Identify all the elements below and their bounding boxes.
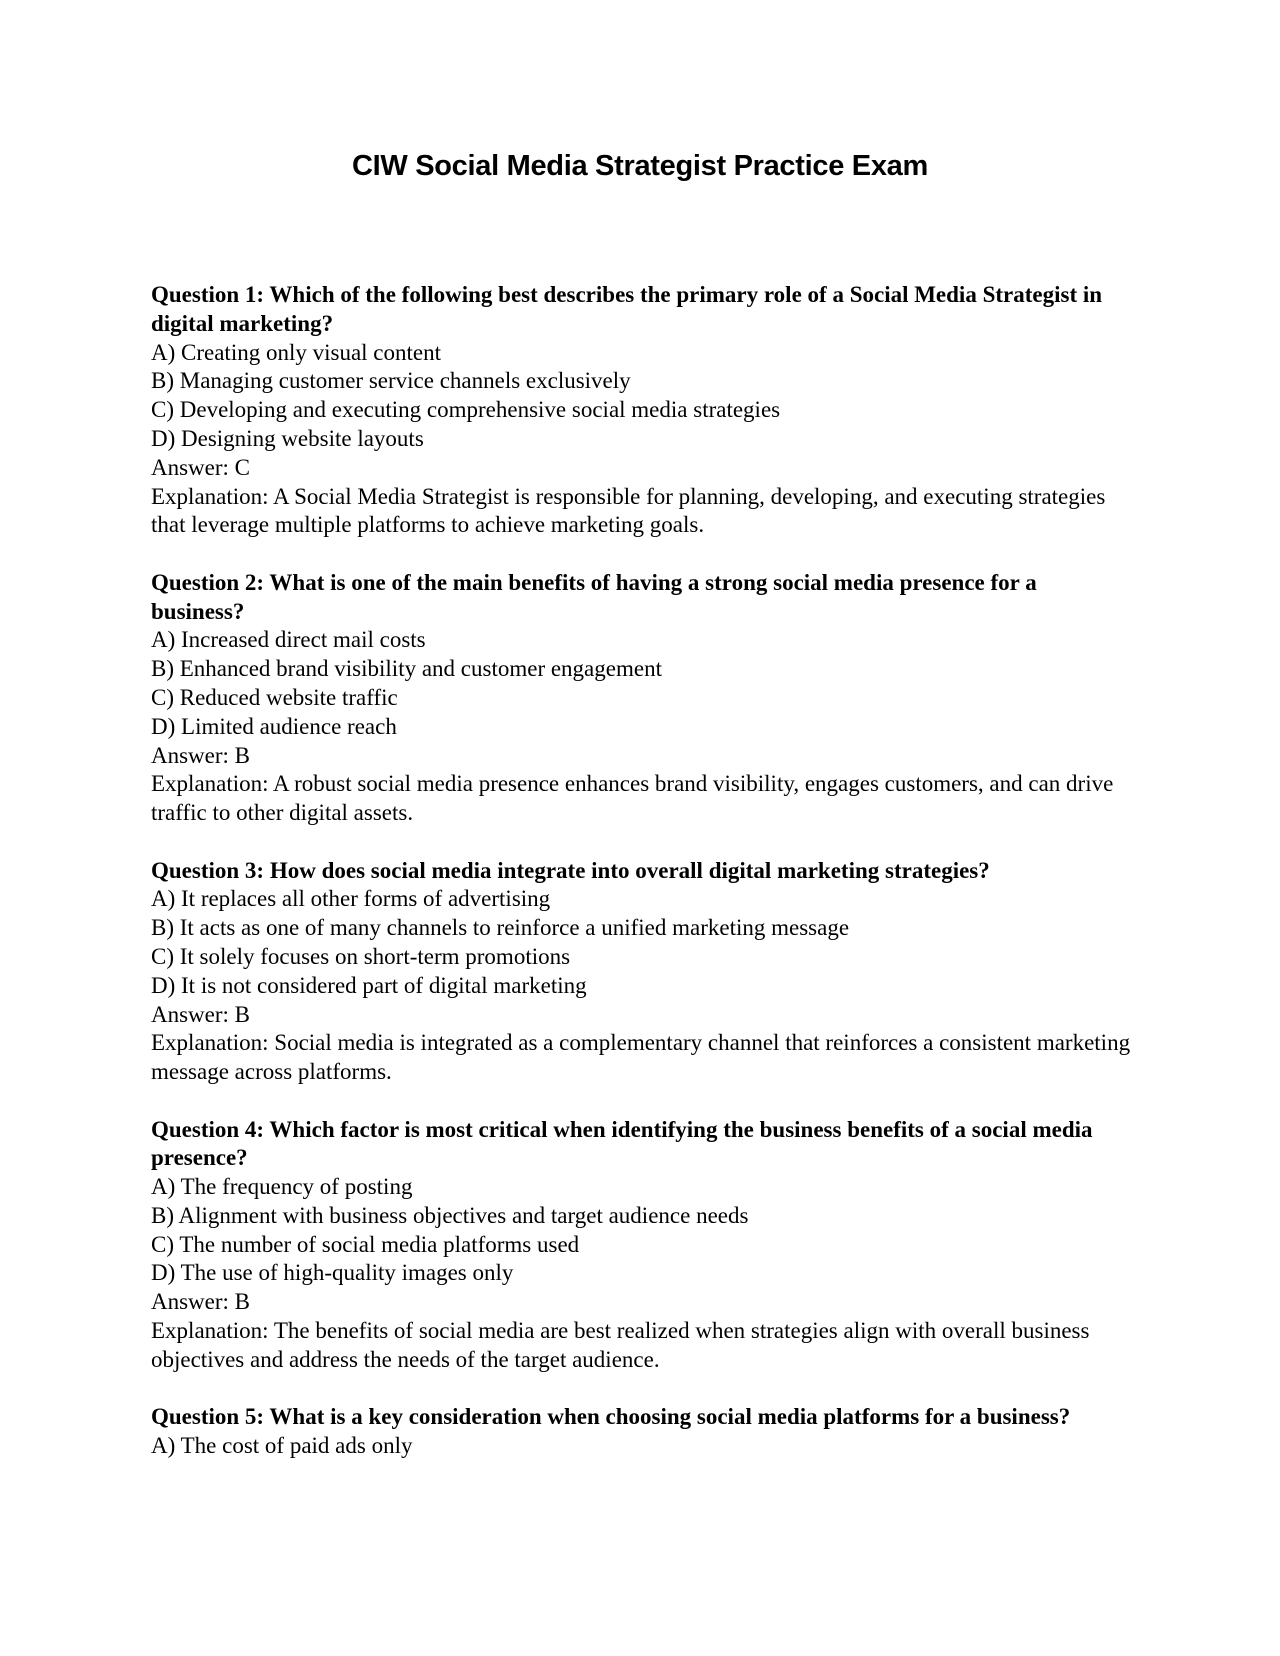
answer-option: D) Designing website layouts <box>151 425 424 451</box>
answer-option: D) The use of high-quality images only <box>151 1260 514 1286</box>
question-text: Question 2: What is one of the main benefits of having a strong social media presence for a business? <box>151 569 1037 624</box>
answer-option: C) Developing and executing comprehensive social media strategies <box>151 397 781 423</box>
answer-option: A) The cost of paid ads only <box>151 1433 413 1459</box>
answer-option: D) It is not considered part of digital marketing <box>151 972 587 998</box>
question-text: Question 4: Which factor is most critical when identifying the business benefits of a social media presence? <box>151 1116 1093 1171</box>
answer-option: A) It replaces all other forms of advertising <box>151 886 551 912</box>
question-text: Question 3: How does social media integrate into overall digital marketing strategies? <box>151 857 990 883</box>
answer-option: B) Alignment with business objectives and target audience needs <box>151 1202 749 1228</box>
answer-option: B) Managing customer service channels exclusively <box>151 368 631 394</box>
answer-option: B) Enhanced brand visibility and customer engagement <box>151 656 662 682</box>
explanation: Explanation: Social media is integrated as a complementary channel that reinforces a consistent marketing message across platforms. <box>151 1030 1131 1085</box>
answer-option: C) Reduced website traffic <box>151 684 398 710</box>
question-text: Question 5: What is a key consideration when choosing social media platforms for a business? <box>151 1404 1071 1430</box>
explanation: Explanation: The benefits of social media are best realized when strategies align with overall business objectives and address the needs of the target audience. <box>151 1318 1090 1372</box>
answer-option: D) Limited audience reach <box>151 713 397 739</box>
correct-answer: Answer: B <box>151 1001 251 1027</box>
page-title: CIW Social Media Strategist Practice Exam <box>352 150 928 182</box>
answer-option: A) Increased direct mail costs <box>151 627 426 653</box>
questions-list <box>151 281 1131 1489</box>
answer-option: C) The number of social media platforms used <box>151 1231 580 1257</box>
question-block-4 <box>151 1116 1131 1375</box>
correct-answer: Answer: B <box>151 742 251 768</box>
answer-option: A) The frequency of posting <box>151 1174 413 1200</box>
answer-option: A) Creating only visual content <box>151 339 441 365</box>
correct-answer: Answer: B <box>151 1289 251 1315</box>
question-block-5 <box>151 1403 1131 1461</box>
explanation: Explanation: A Social Media Strategist is responsible for planning, developing, and executing strategies that leverage multiple platforms to achieve marketing goals. <box>151 483 1106 538</box>
explanation: Explanation: A robust social media presence enhances brand visibility, engages customers, and can drive traffic to other digital assets. <box>151 771 1114 826</box>
question-block-3 <box>151 857 1131 1087</box>
answer-option: C) It solely focuses on short-term promotions <box>151 943 571 969</box>
question-text: Question 1: Which of the following best describes the primary role of a Social Media Strategist in digital marketing? <box>151 282 1103 336</box>
question-block-2 <box>151 569 1131 828</box>
question-block-1 <box>151 281 1131 540</box>
answer-option: B) It acts as one of many channels to reinforce a unified marketing message <box>151 915 850 941</box>
correct-answer: Answer: C <box>151 454 251 480</box>
